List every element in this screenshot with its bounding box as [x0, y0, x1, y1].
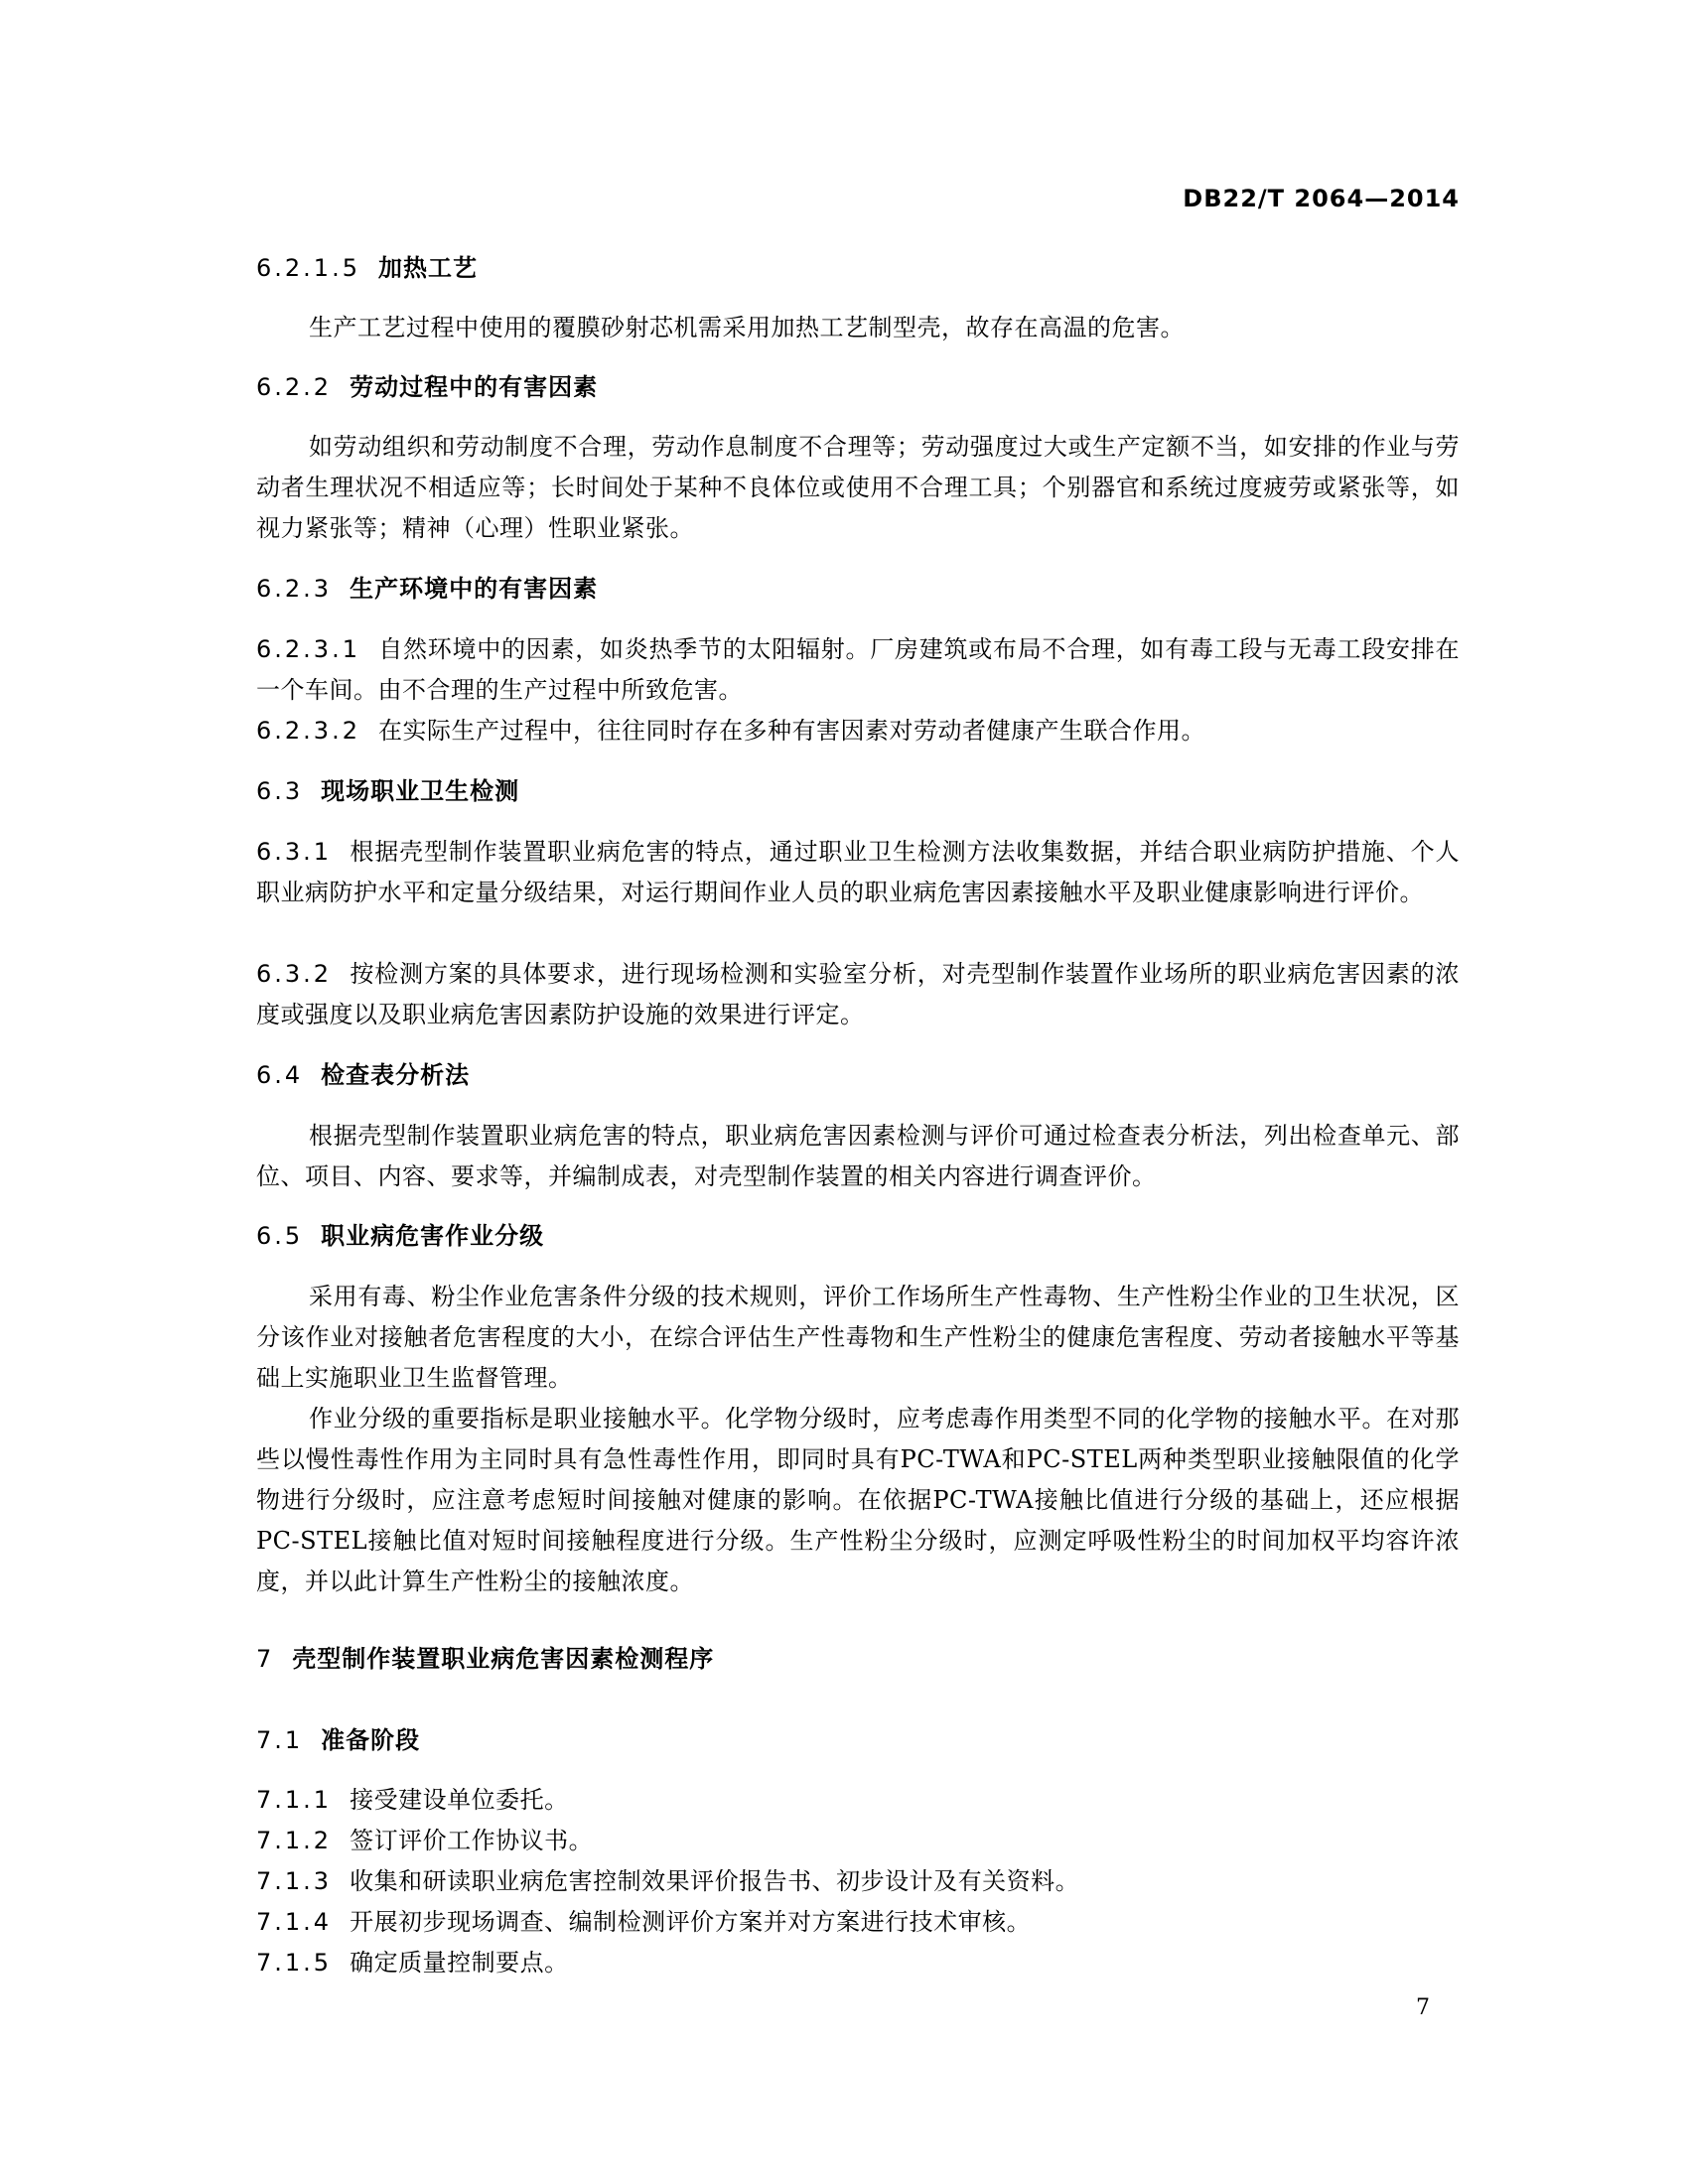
clause-number: 6.3: [256, 777, 304, 805]
paragraph-6-5-2: 作业分级的重要指标是职业接触水平。化学物分级时，应考虑毒作用类型不同的化学物的接触水平。在对那些以慢性毒性作用为主同时具有急性毒性作用，即同时具有PC-TWA和PC-STEL两种类型职业接触限值的化学物进行分级时，应注意考虑短时间接触对健康的影响。在依据PC-TWA接触比值进行分级的基础上，还应根据PC-STEL接触比值对短时间接触程度进行分级。生产性粉尘分级时，应测定呼吸性粉尘的时间加权平均容许浓度，并以此计算生产性粉尘的接触浓度。: [256, 1405, 1460, 1595]
page-number: 7: [1416, 1995, 1430, 2020]
clause-number: 7.1.4: [256, 1908, 333, 1936]
clause-number: 7.1.3: [256, 1867, 333, 1895]
clause-number: 6.5: [256, 1222, 304, 1250]
paragraph-6-2-1-5: 生产工艺过程中使用的覆膜砂射芯机需采用加热工艺制型壳，故存在高温的危害。: [309, 314, 1185, 341]
paragraph-6-5-1: 采用有毒、粉尘作业危害条件分级的技术规则，评价工作场所生产性毒物、生产性粉尘作业的卫生状况，区分该作业对接触者危害程度的大小，在综合评估生产性毒物和生产性粉尘的健康危害程度、劳动者接触水平等基础上实施职业卫生监督管理。: [256, 1283, 1460, 1392]
clause-text: 在实际生产过程中，往往同时存在多种有害因素对劳动者健康产生联合作用。: [377, 717, 1205, 745]
heading-7: [256, 1644, 714, 1674]
clause-7-1-4: [256, 1902, 1460, 1943]
clause-title: 职业病危害作业分级: [321, 1222, 545, 1250]
clause-6-3-2: [256, 954, 1460, 1035]
clause-title: 生产环境中的有害因素: [350, 575, 599, 603]
clause-title: 现场职业卫生检测: [321, 777, 520, 805]
clause-number: 6.4: [256, 1061, 304, 1089]
clause-number: 6.2.2: [256, 373, 333, 401]
document-page: [256, 0, 1460, 2184]
clause-number: 6.3.2: [256, 960, 333, 988]
heading-6-2-1-5: [256, 253, 478, 283]
clause-6-3-1: [256, 832, 1460, 913]
clause-number: 6.2.3.1: [256, 635, 360, 663]
clause-number: 6.2.3: [256, 575, 333, 603]
clause-7-1-3: [256, 1861, 1460, 1902]
clause-6-2-3-2: [256, 711, 1460, 751]
clause-number: 6.2.3.2: [256, 717, 360, 745]
clause-7-1-2: [256, 1821, 1460, 1861]
clause-number: 7.1.1: [256, 1786, 333, 1814]
clause-7-1-5: [256, 1943, 1460, 1983]
paragraph-6-2-2: 如劳动组织和劳动制度不合理，劳动作息制度不合理等；劳动强度过大或生产定额不当，如安排的作业与劳动者生理状况不相适应等；长时间处于某种不良体位或使用不合理工具；个别器官和系统过度疲劳或紧张等，如视力紧张等；精神（心理）性职业紧张。: [256, 433, 1460, 542]
clause-text: 签订评价工作协议书。: [350, 1827, 594, 1854]
clause-number: 6.3.1: [256, 838, 333, 866]
heading-6-2-3: [256, 574, 598, 604]
clause-title: 准备阶段: [321, 1726, 421, 1754]
clause-text: 按检测方案的具体要求，进行现场检测和实验室分析，对壳型制作装置作业场所的职业病危害因素的浓度或强度以及职业病危害因素防护设施的效果进行评定。: [256, 960, 1460, 1028]
clause-text: 接受建设单位委托。: [350, 1786, 569, 1814]
clause-title: 壳型制作装置职业病危害因素检测程序: [292, 1645, 715, 1673]
clause-6-2-3-1: [256, 629, 1460, 711]
clause-number: 7.1.2: [256, 1827, 333, 1854]
clause-text: 开展初步现场调查、编制检测评价方案并对方案进行技术审核。: [350, 1908, 1032, 1936]
clause-number: 7.1.5: [256, 1949, 333, 1977]
clause-text: 自然环境中的因素，如炎热季节的太阳辐射。厂房建筑或布局不合理，如有毒工段与无毒工段安排在一个车间。由不合理的生产过程中所致危害。: [256, 635, 1460, 704]
clause-7-1-1: [256, 1780, 1460, 1821]
paragraph-6-4: 根据壳型制作装置职业病危害的特点，职业病危害因素检测与评价可通过检查表分析法，列出检查单元、部位、项目、内容、要求等，并编制成表，对壳型制作装置的相关内容进行调查评价。: [256, 1122, 1460, 1190]
heading-6-4: [256, 1060, 470, 1090]
heading-7-1: [256, 1725, 420, 1755]
clause-title: 检查表分析法: [321, 1061, 471, 1089]
document-id: DB22/T 2064—2014: [1183, 185, 1460, 212]
clause-number: 7: [256, 1645, 275, 1673]
clause-text: 确定质量控制要点。: [350, 1949, 569, 1977]
heading-6-2-2: [256, 372, 598, 402]
clause-title: 加热工艺: [377, 254, 478, 282]
clause-number: 6.2.1.5: [256, 254, 360, 282]
heading-6-5: [256, 1221, 544, 1251]
clause-number: 7.1: [256, 1726, 304, 1754]
heading-6-3: [256, 776, 519, 806]
clause-text: 收集和研读职业病危害控制效果评价报告书、初步设计及有关资料。: [350, 1867, 1080, 1895]
clause-text: 根据壳型制作装置职业病危害的特点，通过职业卫生检测方法收集数据，并结合职业病防护措施、个人职业病防护水平和定量分级结果，对运行期间作业人员的职业病危害因素接触水平及职业健康影响进行评价。: [256, 838, 1460, 906]
clause-title: 劳动过程中的有害因素: [350, 373, 599, 401]
